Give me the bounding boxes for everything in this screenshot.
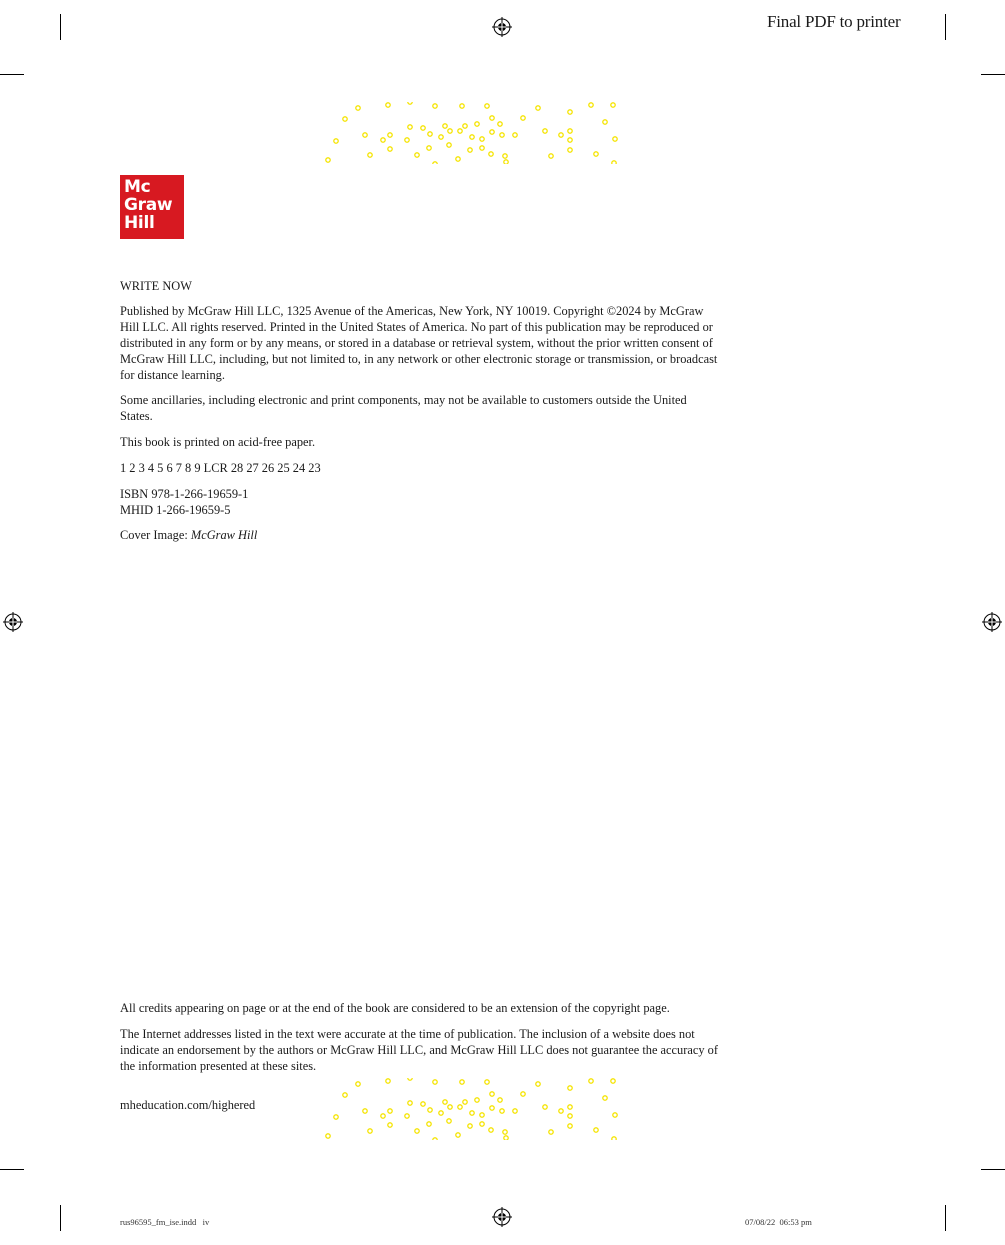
decorative-dot [504,1136,508,1140]
decorative-dot-pattern [325,1078,620,1140]
decorative-dot [443,124,447,128]
decorative-dot [439,1111,443,1115]
registration-mark-icon [492,1207,512,1227]
logo-line-3: Hill [124,213,155,233]
decorative-dot [343,1093,347,1097]
decorative-dot [513,1109,517,1113]
logo-line-1: Mc [124,177,151,197]
decorative-dot [498,122,502,126]
decorative-dot [611,103,615,107]
decorative-dot [521,116,525,120]
decorative-dot [568,1105,572,1109]
decorative-dot [500,133,504,137]
decorative-dot [356,106,360,110]
mcgraw-hill-logo [120,175,184,239]
decorative-dot [480,137,484,141]
decorative-dot [427,146,431,150]
decorative-dot [415,1129,419,1133]
decorative-dot [368,153,372,157]
decorative-dot [503,1130,507,1134]
decorative-dot [386,1079,390,1083]
decorative-dot [421,1102,425,1106]
decorative-dot [408,1078,412,1080]
crop-mark-top-right-horizontal [981,74,1005,75]
cover-image-source: McGraw Hill [190,528,258,542]
decorative-dot [408,102,412,104]
decorative-dot [612,161,616,164]
decorative-dot [415,153,419,157]
decorative-dot [433,104,437,108]
decorative-dot [470,135,474,139]
decorative-dot [334,1115,338,1119]
decorative-dot [568,148,572,152]
decorative-dot [503,154,507,158]
decorative-dot [386,103,390,107]
printer-status-label: Final PDF to printer [767,12,901,31]
decorative-dot [458,1105,462,1109]
decorative-dot [448,1105,452,1109]
decorative-dot [456,157,460,161]
crop-mark-top-left-horizontal [0,74,24,75]
decorative-dot [500,1109,504,1113]
publisher-paragraph [120,303,720,383]
credits-notice: All credits appearing on page or at the end of the book are considered to be an extension of the copyright page. [120,1001,670,1015]
decorative-dot [458,129,462,133]
decorative-dot [381,138,385,142]
decorative-dot [490,1092,494,1096]
decorative-dot [543,129,547,133]
decorative-dot [470,1111,474,1115]
decorative-dot [368,1129,372,1133]
decorative-dot [468,1124,472,1128]
decorative-dot [448,129,452,133]
isbn: ISBN 978-1-266-19659-1 [120,487,249,501]
decorative-dot [504,160,508,164]
decorative-dot [603,120,607,124]
footer-timestamp [745,1217,812,1227]
decorative-dot [490,130,494,134]
footer-page-number: iv [202,1217,210,1227]
decorative-dot [408,125,412,129]
decorative-dot [326,1134,330,1138]
internet-notice [120,1026,720,1074]
website-link: mheducation.com/highered [120,1098,256,1112]
footer-time: 06:53 pm [779,1217,812,1227]
printing-line: 1 2 3 4 5 6 7 8 9 LCR 28 27 26 25 24 23 [120,461,321,475]
decorative-dot [568,1124,572,1128]
decorative-dot [613,1113,617,1117]
decorative-dot [433,162,437,164]
decorative-dot [489,1128,493,1132]
decorative-dot [468,148,472,152]
decorative-dot [460,1080,464,1084]
decorative-dot [490,116,494,120]
decorative-dot [589,103,593,107]
decorative-dot-pattern [325,102,620,164]
decorative-dot [485,1080,489,1084]
decorative-dot [549,154,553,158]
decorative-dot [498,1098,502,1102]
decorative-dot [427,1122,431,1126]
decorative-dot [428,132,432,136]
paper-notice: This book is printed on acid-free paper. [120,435,316,449]
decorative-dot [343,117,347,121]
decorative-dot [405,1114,409,1118]
ancillaries-text: Some ancillaries, including electronic and print components, may not be available to customers outside the United States. [120,393,687,423]
decorative-dot [388,1109,392,1113]
crop-mark-bottom-right-vertical [945,1205,946,1231]
decorative-dot [463,1100,467,1104]
decorative-dot [363,1109,367,1113]
decorative-dot [536,106,540,110]
decorative-dot [536,1082,540,1086]
decorative-dot [381,1114,385,1118]
decorative-dot [568,110,572,114]
decorative-dot [480,1122,484,1126]
decorative-dot [568,129,572,133]
decorative-dot [490,1106,494,1110]
decorative-dot [433,1080,437,1084]
decorative-dot [480,146,484,150]
footer-file-slug [120,1217,209,1227]
decorative-dot [594,1128,598,1132]
decorative-dot [447,143,451,147]
decorative-dot [559,133,563,137]
decorative-dot [439,135,443,139]
decorative-dot [489,152,493,156]
decorative-dot [447,1119,451,1123]
crop-mark-bottom-left-horizontal [0,1169,24,1170]
decorative-dot [388,147,392,151]
decorative-dot [513,133,517,137]
decorative-dot [433,1138,437,1140]
crop-mark-bottom-left-vertical [60,1205,61,1231]
decorative-dot [611,1079,615,1083]
decorative-dot [480,1113,484,1117]
decorative-dot [521,1092,525,1096]
registration-mark-icon [982,612,1002,632]
footer-file-name: rus96595_fm_ise.indd [120,1217,197,1227]
decorative-dot [421,126,425,130]
decorative-dot [405,138,409,142]
decorative-dot [408,1101,412,1105]
decorative-dot [475,122,479,126]
decorative-dot [363,133,367,137]
decorative-dot [443,1100,447,1104]
footer-date: 07/08/22 [745,1217,776,1227]
registration-mark-icon [492,17,512,37]
logo-line-2: Graw [124,195,173,215]
mhid: MHID 1-266-19659-5 [120,503,231,517]
decorative-dot [559,1109,563,1113]
cover-image-credit [120,527,720,543]
decorative-dot [568,1086,572,1090]
decorative-dot [603,1096,607,1100]
decorative-dot [460,104,464,108]
cover-image-label: Cover Image: [120,528,191,542]
decorative-dot [612,1137,616,1140]
decorative-dot [388,1123,392,1127]
decorative-dot [334,139,338,143]
decorative-dot [475,1098,479,1102]
decorative-dot [356,1082,360,1086]
decorative-dot [568,138,572,142]
decorative-dot [549,1130,553,1134]
decorative-dot [463,124,467,128]
decorative-dot [388,133,392,137]
internet-notice-text: The Internet addresses listed in the text were accurate at the time of publication. The inclusion of a website does not indicate an endorsement by the authors or McGraw Hill LLC, and McGraw Hill LLC does not guarantee the accuracy of the information presented at these sites. [120,1027,718,1073]
decorative-dot [326,158,330,162]
decorative-dot [485,104,489,108]
publisher-text: Published by McGraw Hill LLC, 1325 Avenue of the Americas, New York, NY 10019. Copyright ©2024 by McGraw Hill LLC. All rights reserved. Printed in the United States of America. No part of this publication may be reproduced or distributed in any form or by any means, or stored in a database or retrieval system, without the prior written consent of McGraw Hill LLC, including, but not limited to, in any network or other electronic storage or transmission, or broadcast for distance learning. [120,304,718,382]
crop-mark-top-left-vertical [60,14,61,40]
ancillaries-paragraph [120,392,720,424]
decorative-dot [456,1133,460,1137]
crop-mark-bottom-right-horizontal [981,1169,1005,1170]
decorative-dot [589,1079,593,1083]
crop-mark-top-right-vertical [945,14,946,40]
decorative-dot [428,1108,432,1112]
decorative-dot [613,137,617,141]
registration-mark-icon [3,612,23,632]
decorative-dot [543,1105,547,1109]
decorative-dot [568,1114,572,1118]
decorative-dot [594,152,598,156]
book-title: WRITE NOW [120,279,192,293]
